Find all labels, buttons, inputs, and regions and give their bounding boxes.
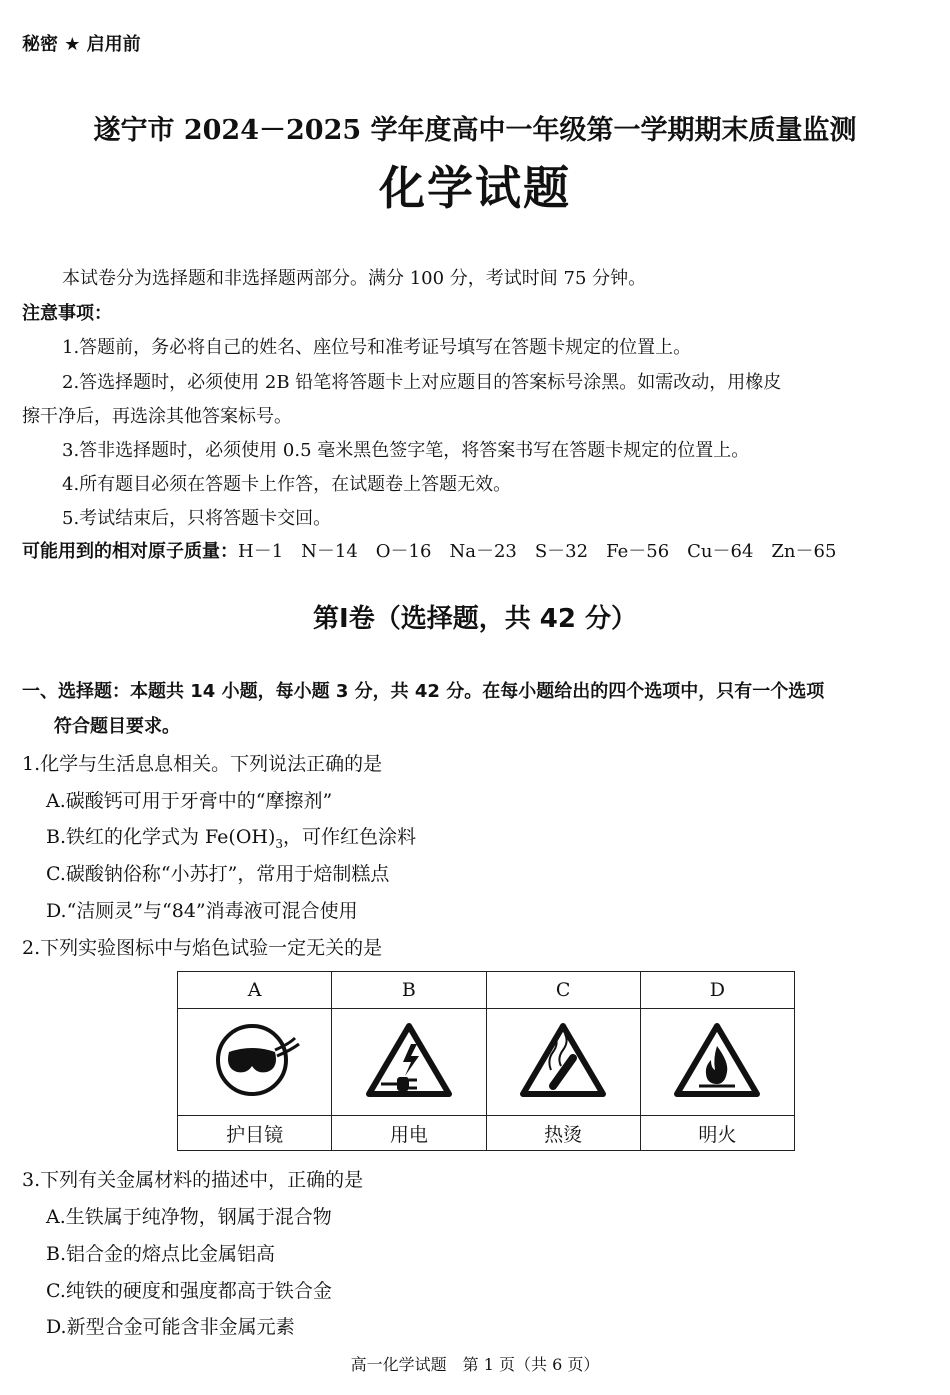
q2-icon-cell-d — [640, 1009, 794, 1116]
part-one-instructions: 一、选择题：本题共 14 小题，每小题 3 分，共 42 分。在每小题给出的四个选项中，只有一个选项 — [22, 681, 825, 702]
page-footer: 高一化学试题 第 1 页（共 6 页） — [350, 1355, 600, 1374]
q2-label-c: 热烫 — [486, 1116, 640, 1151]
q2-icon-cell-c — [486, 1009, 640, 1116]
q2-label-a: 护目镜 — [178, 1116, 332, 1151]
electric-icon — [361, 1020, 457, 1100]
q3-stem: 3.下列有关金属材料的描述中，正确的是 — [22, 1169, 364, 1191]
notes-heading: 注意事项： — [22, 303, 112, 324]
q1-option-b — [46, 822, 416, 851]
q2-header-d: D — [640, 972, 794, 1009]
atomic-mass-label: 可能用到的相对原子质量： — [22, 541, 238, 562]
q1-option-b-subscript: 3 — [275, 836, 284, 851]
q2-label-d: 明火 — [640, 1116, 794, 1151]
q2-icon-cell-a — [178, 1009, 332, 1116]
intro-text: 本试卷分为选择题和非选择题两部分。满分 100 分，考试时间 75 分钟。 — [62, 268, 647, 289]
q1-option-c: C.碳酸钠俗称“小苏打”，常用于焙制糕点 — [46, 863, 390, 885]
hot-icon — [515, 1020, 611, 1100]
q1-option-b-text: B.铁红的化学式为 Fe(OH) — [46, 826, 276, 848]
section-title: 第Ⅰ卷（选择题，共 42 分） — [313, 604, 637, 634]
note-1: 1.答题前，务必将自己的姓名、座位号和准考证号填写在答题卡规定的位置上。 — [62, 337, 692, 358]
q3-option-a: A.生铁属于纯净物，钢属于混合物 — [46, 1206, 332, 1228]
q2-icon-cell-b — [332, 1009, 486, 1116]
note-2-continued: 擦干净后，再选涂其他答案标号。 — [22, 406, 292, 427]
note-5: 5.考试结束后，只将答题卡交回。 — [62, 508, 332, 529]
atomic-mass-line — [22, 537, 836, 563]
secret-label: 秘密 ★ 启用前 — [22, 34, 141, 55]
note-2: 2.答选择题时，必须使用 2B 铅笔将答题卡上对应题目的答案标号涂黑。如需改动，用橡皮 — [62, 372, 782, 393]
q2-icon-table — [177, 971, 795, 1151]
q2-header-b: B — [332, 972, 486, 1009]
subject-title: 化学试题 — [379, 161, 571, 215]
note-3: 3.答非选择题时，必须使用 0.5 毫米黑色签字笔，将答案书写在答题卡规定的位置上。 — [62, 440, 750, 461]
q2-header-a: A — [178, 972, 332, 1009]
q1-stem: 1.化学与生活息息相关。下列说法正确的是 — [22, 753, 383, 775]
flame-icon — [669, 1020, 765, 1100]
part-one-instructions-cont: 符合题目要求。 — [54, 716, 180, 737]
goggles-icon — [207, 1020, 303, 1100]
exam-title: 遂宁市 2024－2025 学年度高中一年级第一学期期末质量监测 — [93, 115, 857, 146]
q3-option-d: D.新型合金可能含非金属元素 — [46, 1316, 295, 1338]
q3-option-c: C.纯铁的硬度和强度都高于铁合金 — [46, 1280, 332, 1302]
atomic-mass-values: H－1 N－14 O－16 Na－23 S－32 Fe－56 Cu－64 Zn－65 — [238, 541, 837, 562]
note-4: 4.所有题目必须在答题卡上作答，在试题卷上答题无效。 — [62, 474, 512, 495]
q1-option-d: D.“洁厕灵”与“84”消毒液可混合使用 — [46, 900, 358, 922]
q3-option-b: B.铝合金的熔点比金属铝高 — [46, 1243, 276, 1265]
q1-option-a: A.碳酸钙可用于牙膏中的“摩擦剂” — [46, 790, 333, 812]
q2-stem: 2.下列实验图标中与焰色试验一定无关的是 — [22, 937, 383, 959]
q1-option-b-text-end: ，可作红色涂料 — [283, 826, 417, 848]
q2-header-c: C — [486, 972, 640, 1009]
q2-label-b: 用电 — [332, 1116, 486, 1151]
